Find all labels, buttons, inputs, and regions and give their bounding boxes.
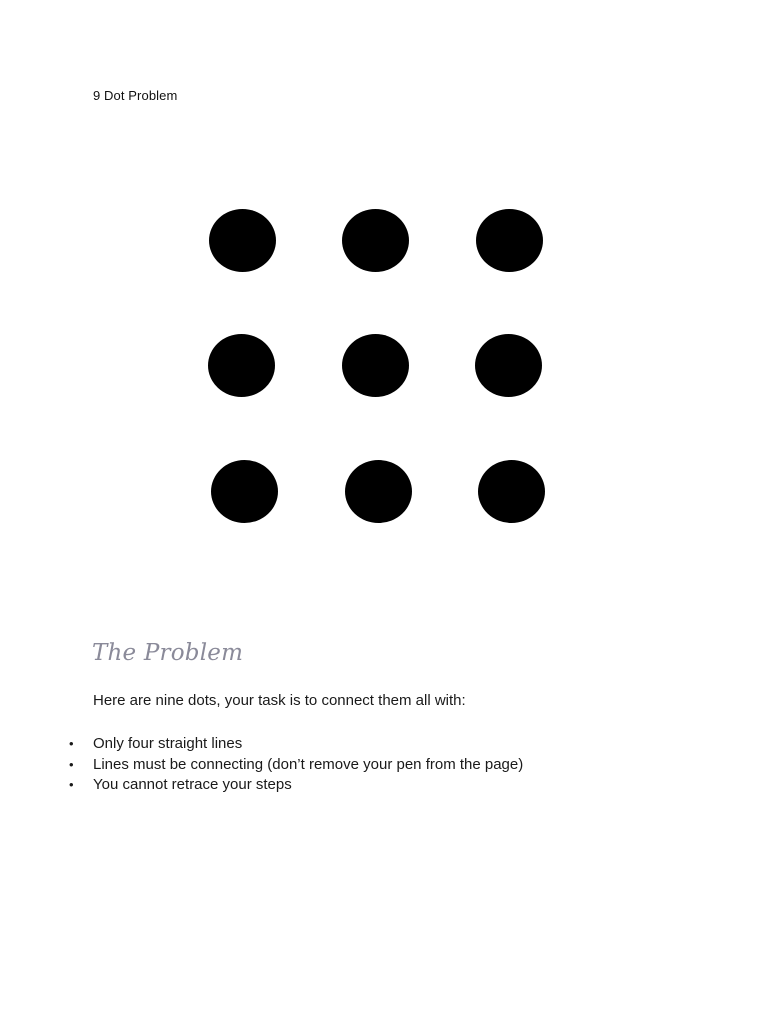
bullet-icon: • [69, 777, 74, 792]
document-title: 9 Dot Problem [93, 88, 178, 103]
dot [211, 460, 278, 523]
dot [342, 334, 409, 397]
list-item [69, 734, 523, 755]
rule-text: Only four straight lines [93, 735, 243, 752]
rule-text: Lines must be connecting (don’t remove your pen from the page) [93, 755, 524, 773]
intro-text: Here are nine dots, your task is to connect them all with: [93, 692, 466, 709]
list-item [69, 775, 523, 796]
dot [478, 460, 545, 523]
dot [345, 460, 412, 523]
section-heading: The Problem [92, 640, 244, 666]
rules-list [69, 734, 524, 796]
dot [476, 209, 543, 272]
dot [208, 334, 275, 397]
bullet-icon: • [69, 756, 74, 772]
rule-text: You cannot retrace your steps [93, 776, 292, 793]
dot [342, 209, 409, 272]
dot [209, 209, 276, 272]
dot [475, 334, 542, 397]
bullet-icon: • [69, 736, 74, 751]
list-item [69, 755, 524, 776]
